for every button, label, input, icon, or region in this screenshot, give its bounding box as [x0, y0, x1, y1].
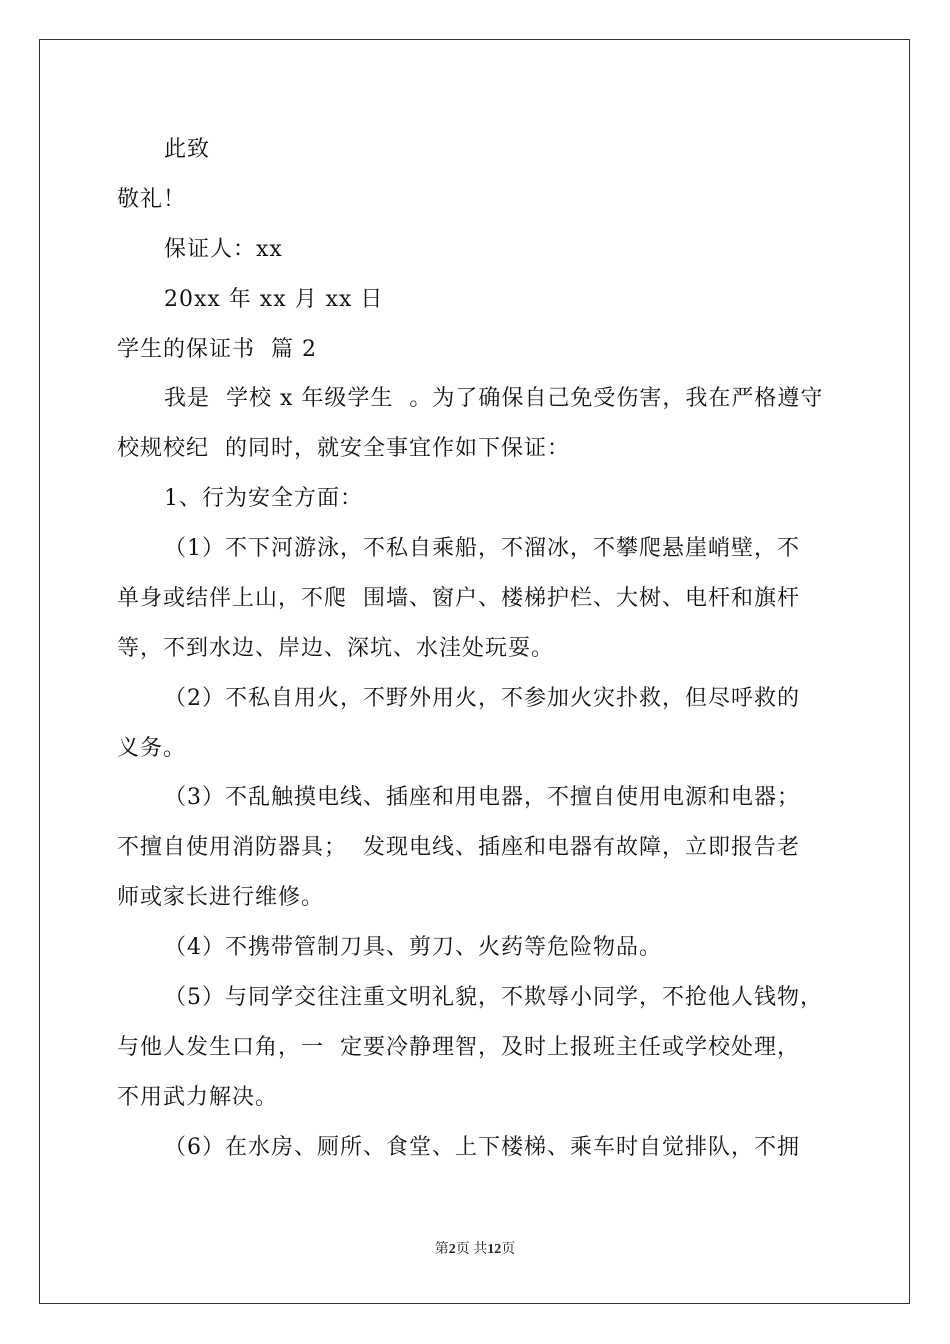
paragraph-line: 不擅自使用消防器具； 发现电线、插座和电器有故障，立即报告老	[117, 835, 800, 860]
page-prefix: 第	[434, 1242, 449, 1257]
guarantor-line: 保证人：xx	[164, 237, 283, 262]
section-heading: 学生的保证书 篇 2	[117, 337, 317, 362]
page-current: 2	[448, 1242, 456, 1257]
paragraph-line: （1）不下河游泳，不私自乘船，不溜冰，不攀爬悬崖峭壁，不	[164, 536, 800, 561]
page-total: 12	[487, 1242, 502, 1257]
page-border	[39, 39, 910, 1304]
salutation-line: 敬礼！	[117, 187, 187, 212]
paragraph-line: 单身或结伴上山，不爬 围墙、窗户、楼梯护栏、大树、电杆和旗杆	[117, 586, 800, 611]
paragraph-line: 校规校纪 的同时，就安全事宜作如下保证：	[117, 436, 570, 461]
paragraph-line: （6）在水房、厕所、食堂、上下楼梯、乘车时自觉排队，不拥	[164, 1135, 800, 1160]
page-footer	[0, 1240, 950, 1260]
paragraph-line: 师或家长进行维修。	[117, 885, 325, 910]
paragraph-line: （2）不私自用火，不野外用火，不参加火灾扑救，但尽呼救的	[164, 686, 800, 711]
paragraph-line: 1、行为安全方面：	[164, 486, 363, 511]
page-suffix: 页	[501, 1242, 516, 1257]
paragraph-line: 等，不到水边、岸边、深坑、水洼处玩耍。	[117, 636, 555, 661]
date-line: 20xx 年 xx 月 xx 日	[164, 287, 384, 312]
paragraph-line: 与他人发生口角，一 定要冷静理智，及时上报班主任或学校处理，	[117, 1035, 800, 1060]
paragraph-line: 不用武力解决。	[117, 1085, 279, 1110]
paragraph-line: （4）不携带管制刀具、剪刀、火药等危险物品。	[164, 935, 662, 960]
paragraph-line: （3）不乱触摸电线、插座和用电器，不擅自使用电源和电器；	[164, 785, 800, 810]
page-mid: 页 共	[455, 1242, 488, 1257]
paragraph-line: （5）与同学交往注重文明礼貌，不欺辱小同学，不抢他人钱物，	[164, 985, 823, 1010]
paragraph-line: 我是 学校 x 年级学生 。为了确保自己免受伤害，我在严格遵守	[164, 386, 824, 411]
paragraph-line: 义务。	[117, 736, 187, 761]
closing-line: 此致	[164, 137, 211, 162]
